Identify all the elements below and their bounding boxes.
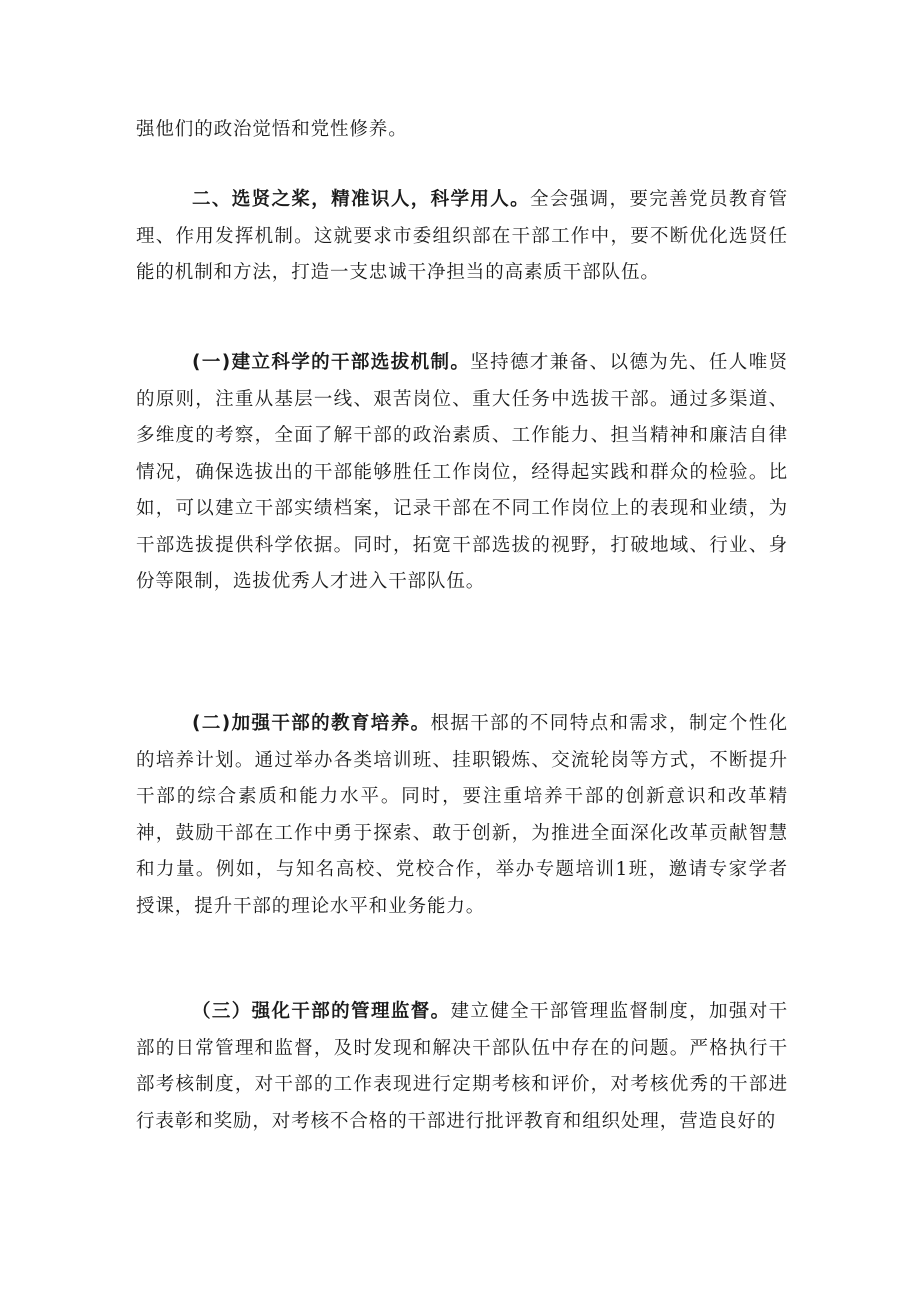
paragraph-body: 强他们的政治觉悟和党性修养。	[136, 119, 408, 140]
subsection-heading: (一)建立科学的干部选拔机制。	[192, 352, 471, 373]
paragraph-body: 根据干部的不同特点和需求，制定个性化的培养计划。通过举办各类培训班、挂职锻炼、交流轮岗等方式，不断提升干部的综合素质和能力水平。同时，要注重培养干部的创新意识和改革精神，鼓励干部在工作中勇于探索、敢于创新，为推进全面深化改革贡献智慧和力量。例如，与知名高校、党校合作，举办专题培训1班，邀请专家学者授课，提升干部的理论水平和业务能力。	[136, 713, 788, 917]
paragraph-body: 坚持德才兼备、以德为先、任人唯贤的原则，注重从基层一线、艰苦岗位、重大任务中选拔干部。通过多渠道、多维度的考察，全面了解干部的政治素质、工作能力、担当精神和廉洁自律情况，确保选拔出的干部能够胜任工作岗位，经得起实践和群众的检验。比如，可以建立干部实绩档案，记录干部在不同工作岗位上的表现和业绩，为干部选拔提供科学依据。同时，拓宽干部选拔的视野，打破地域、行业、身份等限制，选拔优秀人才进入干部队伍。	[136, 352, 788, 592]
paragraph-body: 建立健全干部管理监督制度，加强对干部的日常管理和监督，及时发现和解决干部队伍中存在的问题。严格执行干部考核制度，对干部的工作表现进行定期考核和评价，对考核优秀的干部进行表彰和奖励，对考核不合格的干部进行批评教育和组织处理，营造良好的	[136, 1001, 789, 1132]
paragraph-continuation	[136, 112, 788, 149]
subsection-heading: （三）强化干部的管理监督。	[192, 1001, 451, 1022]
paragraph-body: 全会强调，要完善党员教育管理、作用发挥机制。这就要求市委组织部在干部工作中，要不断优化选贤任能的机制和方法，打造一支忠诚干净担当的高素质干部队伍。	[136, 189, 788, 283]
section-heading: 二、选贤之桨，精准识人，科学用人。	[192, 189, 530, 210]
subsection-one-paragraph	[136, 345, 788, 601]
subsection-two-paragraph	[136, 706, 788, 925]
subsection-heading: (二)加强干部的教育培养。	[192, 713, 431, 734]
subsection-three-paragraph	[136, 994, 788, 1140]
section-two-paragraph	[136, 182, 788, 292]
